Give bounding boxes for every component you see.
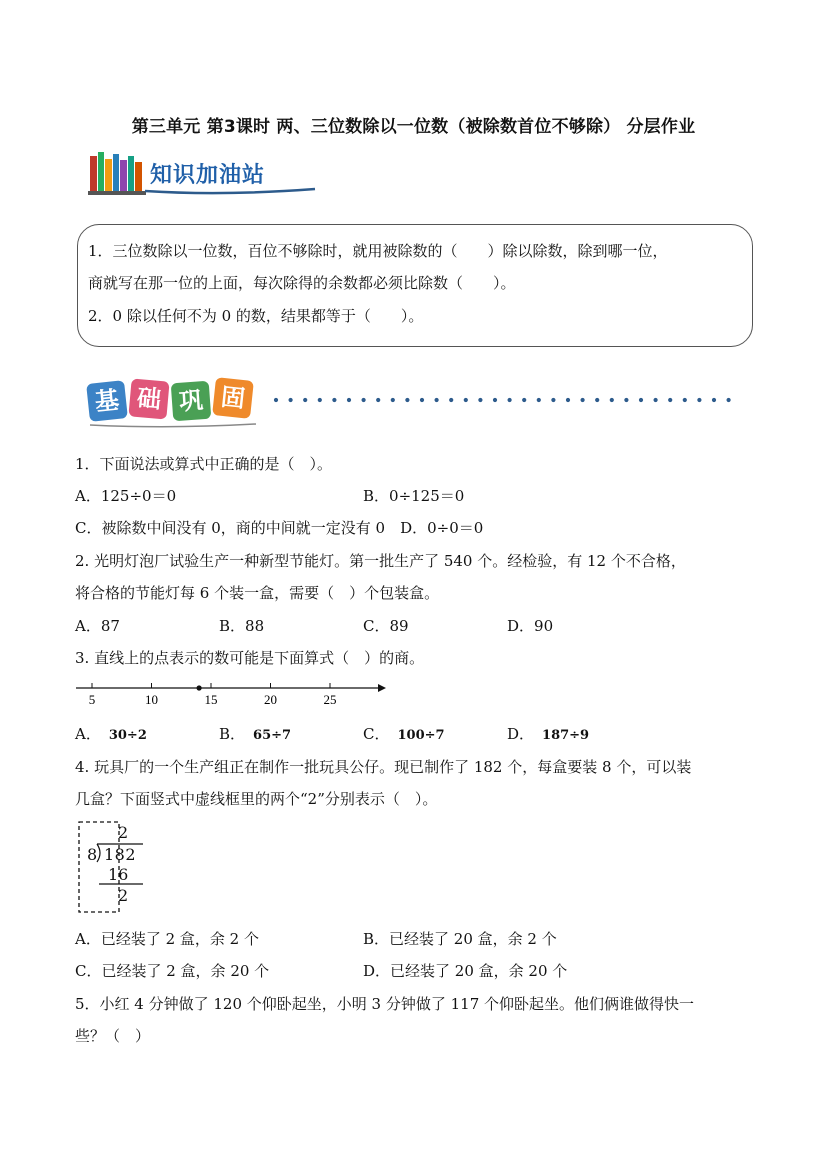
q1-option-a: A．125÷0＝0 [75, 487, 177, 505]
q1-stem: 1．下面说法或算式中正确的是（ ）。 [75, 455, 333, 473]
knowledge-line-1: 1．三位数除以一位数，百位不够除时，就用被除数的（ ）除以除数，除到哪一位， [88, 242, 668, 260]
q2-option-c: C．89 [363, 617, 409, 635]
separator-dot [712, 398, 716, 402]
separator-dot [347, 398, 351, 402]
q3-option-b-label: B． [219, 725, 246, 743]
separator-dot [610, 398, 614, 402]
separator-dot [493, 398, 497, 402]
number-line-tick-label: 15 [204, 692, 218, 707]
q2-line-1: 2. 光明灯泡厂试验生产一种新型节能灯。第一批生产了 540 个。经检验，有 12 个不合格， [75, 552, 686, 570]
q5-line-1: 5．小红 4 分钟做了 120 个仰卧起坐，小明 3 分钟做了 117 个仰卧起坐。他们俩谁做得快一 [75, 995, 695, 1013]
separator-dot [697, 398, 701, 402]
page-title: 第三单元 第3课时 两、三位数除以一位数（被除数首位不够除） 分层作业 [131, 117, 696, 137]
separator-dot [289, 398, 293, 402]
q4-line-1: 4. 玩具厂的一个生产组正在制作一批玩具公仔。现已制作了 182 个，每盒要装 8 个，可以装 [75, 758, 692, 776]
tile-3: 巩 [171, 381, 212, 422]
q2-option-d: D．90 [507, 617, 554, 635]
q3-option-a [75, 724, 147, 746]
separator-dot [654, 398, 658, 402]
separator-dot [303, 398, 307, 402]
number-line-tick-label: 25 [323, 692, 337, 707]
number-line-point [197, 685, 202, 690]
separator-dot [391, 398, 395, 402]
separator-dot [624, 398, 628, 402]
separator-dot [318, 398, 322, 402]
separator-dot [639, 398, 643, 402]
q3-option-d-label: D． [507, 725, 535, 743]
q4-line-2: 几盒？下面竖式中虚线框里的两个“2”分别表示（ ）。 [75, 790, 438, 808]
q3-option-d-expr: 187÷9 [542, 728, 590, 743]
q3-option-c-expr: 100÷7 [397, 728, 445, 743]
division-divisor: 8 [87, 845, 98, 864]
number-line-tick-label: 20 [264, 692, 277, 707]
separator-dot [464, 398, 468, 402]
separator-dot [435, 398, 439, 402]
q2-option-a: A．87 [75, 617, 120, 635]
dotted-separator [272, 396, 742, 404]
tile-4: 固 [212, 377, 254, 419]
separator-dot [405, 398, 409, 402]
knowledge-line-2: 商就写在那一位的上面，每次除得的余数都必须比除数（ ）。 [88, 274, 516, 292]
q1-option-cd: C．被除数中间没有 0，商的中间就一定没有 0 D．0÷0＝0 [75, 519, 484, 537]
number-line [72, 678, 392, 708]
q3-stem: 3. 直线上的点表示的数可能是下面算式（ ）的商。 [75, 649, 425, 667]
division-dividend: 182 [104, 845, 137, 864]
division-product: 16 [108, 865, 129, 884]
q4-option-b: B．已经装了 20 盒，余 2 个 [363, 930, 557, 948]
q3-option-a-label: A． [75, 725, 101, 743]
number-line-tick-label: 5 [88, 692, 96, 707]
basic-consolidation-banner [88, 376, 268, 428]
separator-dot [274, 398, 278, 402]
q3-option-c [363, 724, 445, 746]
separator-dot [566, 398, 570, 402]
q2-line-2: 将合格的节能灯每 6 个装一盒，需要（ ）个包装盒。 [75, 584, 440, 602]
q3-option-b [219, 724, 291, 746]
knowledge-station-label: 知识加油站 [150, 163, 266, 188]
separator-dot [522, 398, 526, 402]
q3-option-d [507, 724, 589, 746]
division-quotient: 2 [118, 823, 129, 842]
q3-option-c-label: C． [363, 725, 390, 743]
q4-option-c: C．已经装了 2 盒，余 20 个 [75, 962, 270, 980]
tile-2: 础 [128, 378, 169, 419]
separator-dot [332, 398, 336, 402]
books-icon [88, 150, 148, 196]
long-division-figure [77, 820, 147, 915]
q4-option-a: A．已经装了 2 盒，余 2 个 [75, 930, 259, 948]
separator-dot [376, 398, 380, 402]
separator-dot [683, 398, 687, 402]
division-remainder: 2 [118, 886, 129, 905]
separator-dot [362, 398, 366, 402]
q4-option-d: D．已经装了 20 盒，余 20 个 [363, 962, 568, 980]
q5-line-2: 些？（ ） [75, 1027, 151, 1045]
banner-underline [143, 186, 318, 196]
tile-underline [88, 421, 258, 429]
q1-option-b: B．0÷125＝0 [363, 487, 465, 505]
q2-option-b: B．88 [219, 617, 265, 635]
separator-dot [551, 398, 555, 402]
separator-dot [727, 398, 731, 402]
separator-dot [537, 398, 541, 402]
separator-dot [595, 398, 599, 402]
tile-1: 基 [86, 380, 128, 422]
separator-dot [668, 398, 672, 402]
q3-option-b-expr: 65÷7 [253, 728, 292, 743]
knowledge-station-banner [88, 150, 318, 198]
separator-dot [420, 398, 424, 402]
separator-dot [478, 398, 482, 402]
separator-dot [581, 398, 585, 402]
number-line-tick-label: 10 [145, 692, 158, 707]
separator-dot [508, 398, 512, 402]
q3-option-a-expr: 30÷2 [108, 728, 147, 743]
knowledge-line-3: 2．0 除以任何不为 0 的数，结果都等于（ ）。 [88, 307, 424, 325]
separator-dot [449, 398, 453, 402]
